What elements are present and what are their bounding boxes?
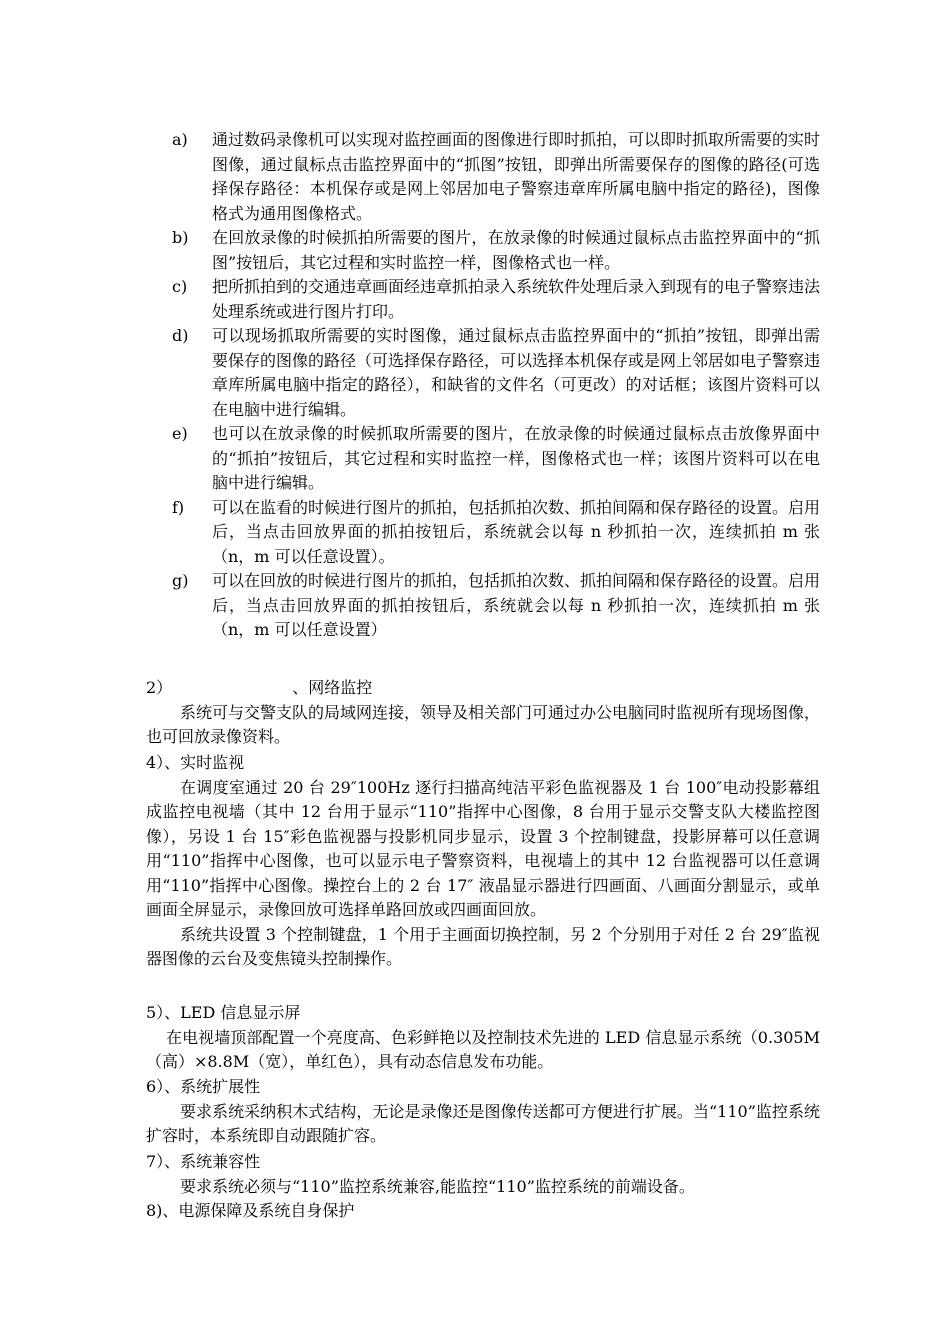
list-item <box>170 226 820 275</box>
list-marker: d) <box>172 326 189 345</box>
section-heading: 7）、系统兼容性 <box>146 1152 261 1171</box>
capture-feature-list <box>170 128 820 643</box>
list-item-text: 通过数码录像机可以实现对监控画面的图像进行即时抓拍，可以即时抓取所需要的实时图像，通过鼠标点击监控界面中的“抓图”按钮，即弹出所需要保存的图像的路径(可选择保存路径：本机保存或是网上邻居加电子警察违章库所属电脑中指定的路径)，图像格式为通用图像格式。 <box>212 130 821 223</box>
list-item <box>170 422 820 496</box>
list-item-text: 可以在回放的时候进行图片的抓拍，包括抓拍次数、抓拍间隔和保存路径的设置。启用后，当点击回放界面的抓拍按钮后，系统就会以每 n 秒抓拍一次，连续抓拍 m 张（n，m 可以任意设置） <box>212 571 821 639</box>
list-marker: f) <box>172 497 185 517</box>
list-item <box>170 324 820 422</box>
list-marker: e) <box>172 424 188 443</box>
list-item <box>170 496 820 570</box>
section-paragraph: 要求系统采纳积木式结构，无论是录像还是图像传送都可方便进行扩展。当“110”监控系统扩容时，本系统即自动跟随扩容。 <box>146 1101 820 1145</box>
section-heading: 6）、系统扩展性 <box>146 1077 261 1096</box>
section-paragraph: 系统共设置 3 个控制键盘，1 个用于主画面切换控制，另 2 个分别用于对任 2 台 29″监视器图像的云台及变焦镜头控制操作。 <box>146 924 820 968</box>
list-item-text: 把所抓拍到的交通违章画面经违章抓拍录入系统软件处理后录入到现有的电子警察违法处理系统或进行图片打印。 <box>212 277 821 321</box>
section-heading <box>146 676 820 701</box>
section-title: 、网络监控 <box>292 678 373 697</box>
section-heading: 8)、电源保障及系统自身保护 <box>146 1201 355 1220</box>
section-heading: 5）、LED 信息显示屏 <box>146 1003 301 1022</box>
list-item <box>170 128 820 226</box>
list-item <box>170 569 820 643</box>
section-heading: 4）、实时监视 <box>146 753 245 772</box>
list-marker: a) <box>172 130 188 149</box>
section-paragraph: 要求系统必须与“110”监控系统兼容,能监控“110”监控系统的前端设备。 <box>180 1176 695 1196</box>
network-section <box>146 676 820 750</box>
section-number: 2） <box>146 678 173 697</box>
list-marker: c) <box>172 277 188 296</box>
realtime-section <box>146 751 820 972</box>
section-paragraph: 在调度室通过 20 台 29″100Hz 逐行扫描高纯洁平彩色监视器及 1 台 100″电动投影幕组成监控电视墙（其中 12 台用于显示“110”指挥中心图像，8 台用于显示交警支队大楼监控图像），另设 1 台 15″彩色监视器与投影机同步显示，设置 3 个控制键盘，投影屏幕可以任意调用“110”指挥中心图像，也可以显示电子警察资料，电视墙上的其中 12 台监视器可以任意调用“110”指挥中心图像。操控台上的 2 台 17″ 液晶显示器进行四画面、八画面分割显示，或单画面全屏显示，录像回放可选择单路回放或四画面回放。 <box>146 777 820 919</box>
expand-section <box>146 1075 820 1149</box>
compat-section <box>146 1150 820 1199</box>
section-paragraph: 在电视墙顶部配置一个亮度高、色彩鲜艳以及控制技术先进的 LED 信息显示系统（0.305M（高）×8.8M（宽），单红色），具有动态信息发布功能。 <box>146 1027 820 1071</box>
section-paragraph: 系统可与交警支队的局域网连接，领导及相关部门可通过办公电脑同时监视所有现场图像，也可回放录像资料。 <box>146 702 821 746</box>
list-item <box>170 275 820 324</box>
list-item-text: 在回放录像的时候抓拍所需要的图片，在放录像的时候通过鼠标点击监控界面中的“抓图”按钮后，其它过程和实时监控一样，图像格式也一样。 <box>212 228 820 272</box>
power-section <box>146 1199 820 1224</box>
list-marker: g) <box>172 571 189 590</box>
list-item-text: 也可以在放录像的时候抓取所需要的图片，在放录像的时候通过鼠标点击放像界面中的“抓拍”按钮后，其它过程和实时监控一样，图像格式也一样；该图片资料可以在电脑中进行编辑。 <box>212 424 820 492</box>
list-marker: b) <box>172 228 189 247</box>
led-section <box>146 1001 820 1075</box>
list-item-text: 可以在监看的时候进行图片的抓拍，包括抓拍次数、抓拍间隔和保存路径的设置。启用后，当点击回放界面的抓拍按钮后，系统就会以每 n 秒抓拍一次，连续抓拍 m 张（n，m 可以任意设置）。 <box>212 497 821 566</box>
list-item-text: 可以现场抓取所需要的实时图像，通过鼠标点击监控界面中的“抓拍”按钮，即弹出需要保存的图像的路径（可选择保存路径，可以选择本机保存或是网上邻居如电子警察违章库所属电脑中指定的路径），和缺省的文件名（可更改）的对话框；该图片资料可以在电脑中进行编辑。 <box>212 326 821 419</box>
